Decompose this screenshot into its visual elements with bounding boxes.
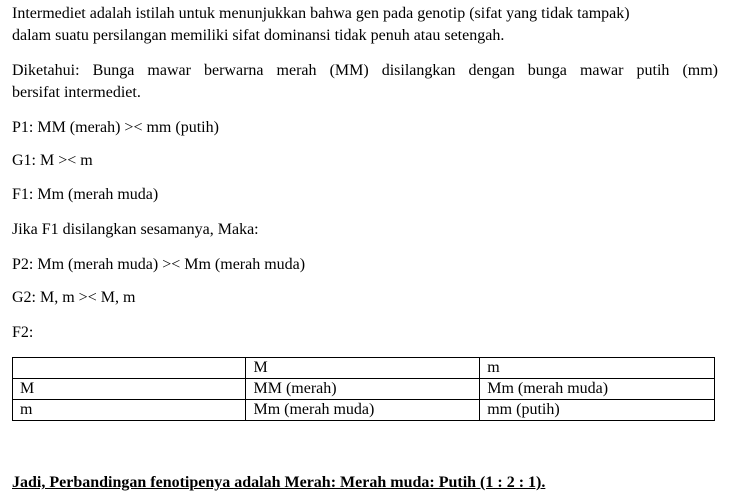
table-row-header-cell: M [13,379,246,400]
f1-self-cross-intro: Jika F1 disilangkan sesamanya, Maka: [12,221,259,238]
table-cell-corner [13,358,246,379]
intro-line-1: Intermediet adalah istilah untuk menunjukkan bahwa gen pada genotip (sifat yang tidak tampak) [12,5,630,22]
known-line-1: Diketahui: Bunga mawar berwarna merah (MM) disilangkan dengan bunga mawar putih (mm) [12,62,718,79]
table-header-cell: M [246,358,480,379]
p2-cross: P2: Mm (merah muda) >< Mm (merah muda) [12,256,306,273]
g1-gametes: G1: M >< m [12,152,93,169]
known-line-2: bersifat intermediet. [12,84,141,101]
g2-gametes: G2: M, m >< M, m [12,289,136,306]
p1-cross: P1: MM (merah) >< mm (putih) [12,119,219,136]
f1-result: F1: Mm (merah muda) [12,186,159,203]
table-cell: mm (putih) [480,400,715,421]
intro-line-2: dalam suatu persilangan memiliki sifat dominansi tidak penuh atau setengah. [12,27,505,44]
table-cell: MM (merah) [246,379,480,400]
table-cell: Mm (merah muda) [246,400,480,421]
conclusion-text: Jadi, Perbandingan fenotipenya adalah Merah: Merah muda: Putih (1 : 2 : 1). [12,474,546,491]
table-header-cell: m [480,358,715,379]
table-row [13,379,715,400]
f2-label: F2: [12,324,34,341]
table-cell: Mm (merah muda) [480,379,715,400]
table-header-row [13,358,715,379]
punnett-square-table [12,357,715,421]
table-row [13,400,715,421]
table-row-header-cell: m [13,400,246,421]
